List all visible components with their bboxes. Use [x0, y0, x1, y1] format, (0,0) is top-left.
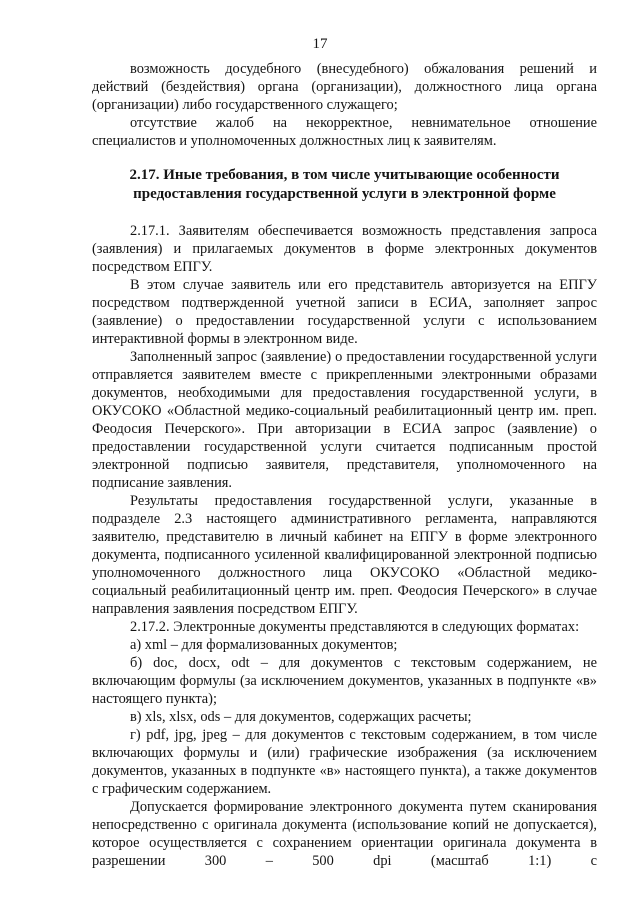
top-text-block [92, 60, 597, 150]
paragraph: возможность досудебного (внесудебного) обжалования решений и действий (бездействия) органа (организации), должностного лица органа (организации) либо государственного служащего; [92, 61, 597, 113]
list-item: г) pdf, jpg, jpeg – для документов с текстовым содержанием, в том числе включающих формулы и (или) графические изображения (за исключением документов, указанных в подпункте «в» настоящего пункта), а также документов с графическим содержанием. [92, 727, 597, 797]
body-text-block [92, 222, 597, 870]
section-heading-line: предоставления государственной услуги в электронной форме [133, 186, 556, 202]
list-item: а) xml – для формализованных документов; [130, 637, 398, 653]
paragraph: 2.17.1. Заявителям обеспечивается возможность представления запроса (заявления) и прилагаемых документов в форме электронных документов посредством ЕПГУ. [92, 223, 597, 275]
list-item: б) doc, docx, odt – для документов с текстовым содержанием, не включающим формулы (за исключением документов, указанных в подпункте «в» настоящего пункта); [92, 655, 597, 707]
paragraph: Заполненный запрос (заявление) о предоставлении государственной услуги отправляется заявителем вместе с прикрепленными электронными образами документов, необходимыми для предоставления государственной услуги, в ОКУСОКО «Областной медико-социальный реабилитационный центр им. преп. Феодосия Печерского». При авторизации в ЕСИА запрос (заявление) о предоставлении государственной услуги считается подписанным простой электронной подписью заявителя, представителя, уполномоченного на подписание заявления. [92, 349, 597, 491]
paragraph: Результаты предоставления государственной услуги, указанные в подразделе 2.3 настоящего административного регламента, направляются заявителю, представителю в личный кабинет на ЕПГУ в форме электронного документа, подписанного усиленной квалифицированной электронной подписью уполномоченного должностного лица ОКУСОКО «Областной медико-социальный реабилитационный центр им. преп. Феодосия Печерского» в случае направления заявления посредством ЕПГУ. [92, 493, 597, 617]
paragraph: В этом случае заявитель или его представитель авторизуется на ЕПГУ посредством подтвержденной учетной записи в ЕСИА, заполняет запрос (заявление) о предоставлении государственной услуги с использованием интерактивной формы в электронном виде. [92, 277, 597, 347]
section-heading [92, 166, 597, 204]
paragraph: Допускается формирование электронного документа путем сканирования непосредственно с оригинала документа (использование копий не допускается), которое осуществляется с сохранением ориентации оригинала документа в разрешении 300 – 500 dpi (масштаб 1:1) с [92, 799, 597, 869]
section-heading-line: 2.17. Иные требования, в том числе учитывающие особенности [129, 167, 560, 183]
paragraph: отсутствие жалоб на некорректное, невнимательное отношение специалистов и уполномоченных должностных лиц к заявителям. [92, 115, 597, 149]
list-item: в) xls, xlsx, ods – для документов, содержащих расчеты; [130, 709, 472, 725]
page-number: 17 [312, 36, 328, 52]
paragraph: 2.17.2. Электронные документы представляются в следующих форматах: [130, 619, 580, 635]
